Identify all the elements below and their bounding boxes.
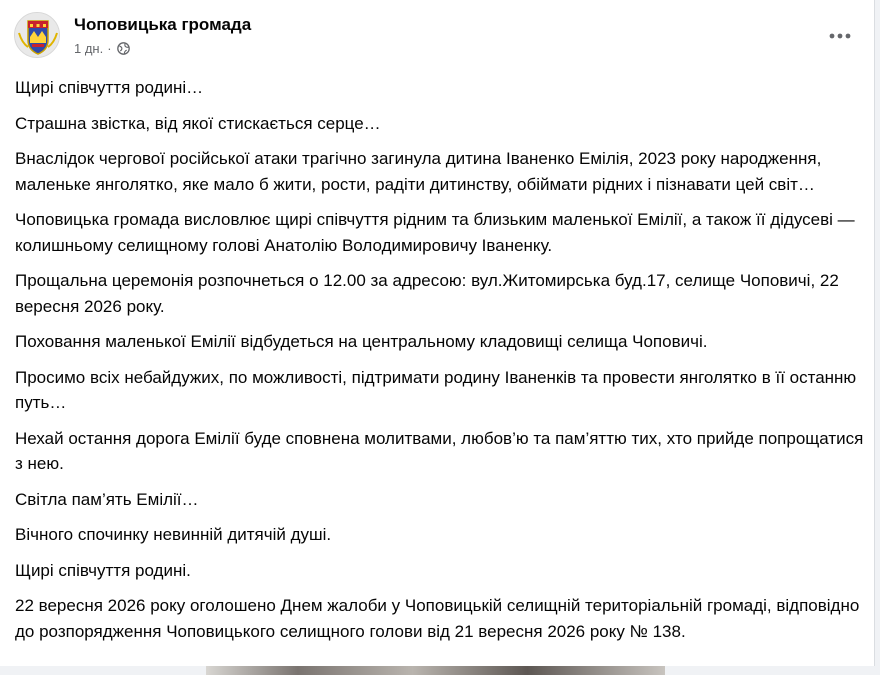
meta-separator: · xyxy=(107,41,112,56)
post-paragraph: 22 вересня 2026 року оголошено Днем жалоби у Чоповицькій селищній територіальній громаді, відповідно до розпорядження Чоповицького селищного голови від 21 вересня 2026 року № 138. xyxy=(15,596,860,641)
post-meta xyxy=(74,41,130,56)
more-options-button[interactable] xyxy=(822,18,858,54)
post-paragraph: Щирі співчуття родині… xyxy=(15,78,204,97)
post-paragraph: Щирі співчуття родині. xyxy=(15,560,191,580)
post-header xyxy=(14,12,860,64)
page-name-link[interactable]: Чоповицька громада xyxy=(74,15,252,34)
coat-of-arms-icon xyxy=(15,13,60,58)
post-paragraph: Вічного спочинку невинній дитячій душі. xyxy=(15,525,332,544)
post-photo[interactable] xyxy=(206,666,665,675)
post-paragraph: Внаслідок чергової російської атаки трагічно загинула дитина Іваненко Емілія, 2023 року народження, маленьке янголятко, яке мало б жити, рости, радіти дитинству, обіймати рідних і пізнавати цей світ… xyxy=(15,149,822,194)
post-paragraph: Світла пам’ять Емілії… xyxy=(15,489,199,509)
globe-icon[interactable] xyxy=(117,42,130,55)
post-paragraph: Просимо всіх небайдужих, по можливості, підтримати родину Іваненків та провести янголятко в її останню путь… xyxy=(15,367,857,412)
page-avatar[interactable] xyxy=(14,12,60,58)
post-paragraph: Поховання маленької Емілії відбудеться на центральному кладовищі селища Чоповичі. xyxy=(15,332,708,351)
post-paragraph: Нехай остання дорога Емілії буде сповнена молитвами, любов’ю та пам’яттю тих, хто прийде попрощатися з нею. xyxy=(15,428,864,473)
post-paragraph: Прощальна церемонія розпочнеться о 12.00 за адресою: вул.Житомирська буд.17, селище Чоповичі, 22 вересня 2026 року. xyxy=(15,271,839,316)
post-timestamp[interactable]: 1 дн. xyxy=(74,41,104,56)
post-text xyxy=(15,75,867,654)
more-options-icon xyxy=(829,33,851,39)
post-paragraph: Чоповицька громада висловлює щирі співчуття рідним та близьким маленької Емілії, а також її дідусеві — колишньому селищному голові Анатолію Володимировичу Іваненку. xyxy=(15,210,855,255)
post-paragraph: Страшна звістка, від якої стискається серце… xyxy=(15,113,381,133)
photo-strip xyxy=(0,666,880,675)
